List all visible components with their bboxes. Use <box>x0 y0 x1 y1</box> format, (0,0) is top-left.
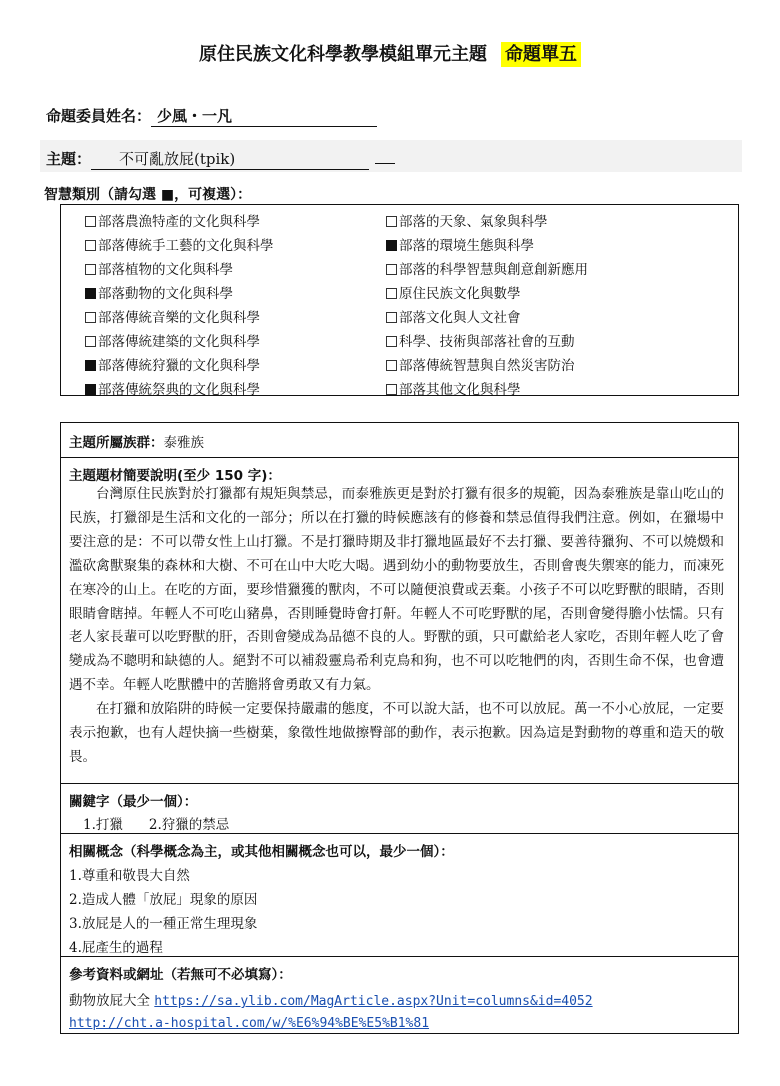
page-title <box>0 40 780 66</box>
concept-item: 3.放屁是人的一種正常生理現象 <box>69 916 258 932</box>
category-item <box>386 330 575 350</box>
concept-item: 1.尊重和敬畏大自然 <box>69 868 190 884</box>
checkbox-14[interactable] <box>85 384 96 395</box>
category-label: 部落文化與人文社會 <box>399 310 521 326</box>
category-item <box>85 258 233 278</box>
category-label: 部落傳統建築的文化與科學 <box>98 334 260 350</box>
topic-row <box>46 148 395 170</box>
committee-row <box>46 105 377 127</box>
category-label: 原住民族文化與數學 <box>399 286 521 302</box>
category-label: 部落動物的文化與科學 <box>98 286 233 302</box>
keywords-list <box>83 813 229 833</box>
category-item <box>386 306 521 326</box>
concepts-label: 相關概念（科學概念為主，或其他相關概念也可以，最少一個）： <box>69 844 454 860</box>
topic-value: 不可亂放屁(tpik) <box>91 148 369 170</box>
category-label: 部落的環境生態與科學 <box>399 238 534 254</box>
tribe-row <box>69 431 204 451</box>
category-item <box>386 282 521 302</box>
checkbox-3[interactable] <box>386 240 397 251</box>
checkbox-2[interactable] <box>85 240 96 251</box>
detail-table <box>60 422 739 1034</box>
checkbox-11[interactable] <box>386 336 397 347</box>
category-item <box>386 234 534 254</box>
tribe-label: 主題所屬族群： <box>69 435 164 451</box>
category-item <box>85 354 260 374</box>
description-body <box>69 483 724 770</box>
checkbox-13[interactable] <box>386 360 397 371</box>
checkbox-7[interactable] <box>386 288 397 299</box>
checkbox-1[interactable] <box>386 216 397 227</box>
description-paragraph: 台灣原住民族對於打獵都有規矩與禁忌，而泰雅族更是對於打獵有很多的規範，因為泰雅族是靠山吃山的民族，打獵卻是生活和文化的一部分；所以在打獵的時候應該有的修養和禁忌值得我們注意。例如，在獵場中要注意的是：不可以帶女性上山打獵。不是打獵時期及非打獵地區最好不去打獵、要善待獵狗、不可以燒燬和濫砍禽獸聚集的森林和大樹、不可在山中大吃大喝。遇到幼小的動物要放生，否則會喪失禦寒的能力，而凍死在寒冷的山上。在吃的方面，要珍惜獵獲的獸肉，不可以隨便浪費或丟棄。小孩子不可以吃野獸的眼睛，否則眼睛會瞎掉。年輕人不可吃山豬鼻，否則睡覺時會打鼾。年輕人不可吃野獸的尾，否則會變得膽小怯懦。只有老人家長輩可以吃野獸的肝，否則會變成為品德不良的人。野獸的頭，只可獻給老人家吃，否則年輕人吃了會變成為不聰明和缺德的人。絕對不可以補殺靈鳥希利克鳥和狗，也不可以吃牠們的肉，否則生命不保，也會遭遇不幸。年輕人吃獸體中的苦膽將會勇敢又有力氣。 <box>69 486 724 694</box>
title-badge: 命題單五 <box>501 42 581 67</box>
wisdom-category-label: 智慧類別（請勾選 ■，可複選）： <box>44 187 252 203</box>
category-item <box>386 378 521 398</box>
keywords-label: 關鍵字（最少一個）： <box>69 794 198 810</box>
checkbox-4[interactable] <box>85 264 96 275</box>
concept-item: 2.造成人體「放屁」現象的原因 <box>69 892 258 908</box>
category-label: 部落的天象、氣象與科學 <box>399 214 548 230</box>
checkbox-9[interactable] <box>386 312 397 323</box>
category-label: 科學、技術與部落社會的互動 <box>399 334 575 350</box>
row-divider <box>61 956 738 957</box>
category-item <box>386 258 588 278</box>
keyword-item: 1.打獵 <box>83 817 123 833</box>
row-divider <box>61 833 738 834</box>
tribe-value: 泰雅族 <box>163 435 204 451</box>
category-label: 部落傳統祭典的文化與科學 <box>98 382 260 398</box>
category-item <box>386 210 548 230</box>
checkbox-0[interactable] <box>85 216 96 227</box>
category-item <box>85 378 260 398</box>
category-label: 部落傳統智慧與自然災害防治 <box>399 358 575 374</box>
title-text: 原住民族文化科學教學模組單元主題 <box>199 44 487 65</box>
references-label: 參考資料或網址（若無可不必填寫）： <box>69 967 292 983</box>
checkbox-10[interactable] <box>85 336 96 347</box>
topic-underline-tail <box>375 163 395 164</box>
category-label: 部落傳統音樂的文化與科學 <box>98 310 260 326</box>
committee-label: 命題委員姓名： <box>46 107 152 125</box>
checkbox-15[interactable] <box>386 384 397 395</box>
category-label: 部落其他文化與科學 <box>399 382 521 398</box>
category-item <box>85 330 260 350</box>
category-label: 部落植物的文化與科學 <box>98 262 233 278</box>
category-item <box>85 210 260 230</box>
reference-link-2[interactable]: http://cht.a-hospital.com/w/%E6%94%BE%E5%B1%81 <box>69 1016 430 1031</box>
row-divider <box>61 783 738 784</box>
keyword-item: 2.狩獵的禁忌 <box>148 817 230 833</box>
reference-line-2 <box>69 1015 429 1031</box>
category-item <box>85 234 274 254</box>
reference-link-1[interactable]: https://sa.ylib.com/MagArticle.aspx?Unit=columns&id=4052 <box>154 994 593 1009</box>
checkbox-12[interactable] <box>85 360 96 371</box>
checkbox-8[interactable] <box>85 312 96 323</box>
checkbox-6[interactable] <box>85 288 96 299</box>
category-label: 部落農漁特產的文化與科學 <box>98 214 260 230</box>
concept-item: 4.屁產生的過程 <box>69 940 163 956</box>
reference-line-1 <box>69 989 593 1009</box>
category-item <box>85 282 233 302</box>
row-divider <box>61 457 738 458</box>
category-label: 部落傳統狩獵的文化與科學 <box>98 358 260 374</box>
checkbox-5[interactable] <box>386 264 397 275</box>
description-label: 主題題材簡要說明(至少 150 字)： <box>69 468 281 484</box>
category-label: 部落的科學智慧與創意創新應用 <box>399 262 588 278</box>
category-item <box>85 306 260 326</box>
topic-label: 主題： <box>46 150 92 168</box>
category-label: 部落傳統手工藝的文化與科學 <box>98 238 274 254</box>
reference-prefix: 動物放屁大全 <box>69 993 150 1009</box>
committee-value: 少風・一凡 <box>151 105 377 127</box>
category-checklist <box>60 204 739 396</box>
category-item <box>386 354 575 374</box>
description-paragraph: 在打獵和放陷阱的時候一定要保持嚴肅的態度，不可以說大話，也不可以放屁。萬一不小心放屁，一定要表示抱歉，也有人趕快摘一些樹葉，象徵性地做擦臀部的動作，表示抱歉。因為這是對動物的尊重和造天的敬畏。 <box>69 701 724 765</box>
